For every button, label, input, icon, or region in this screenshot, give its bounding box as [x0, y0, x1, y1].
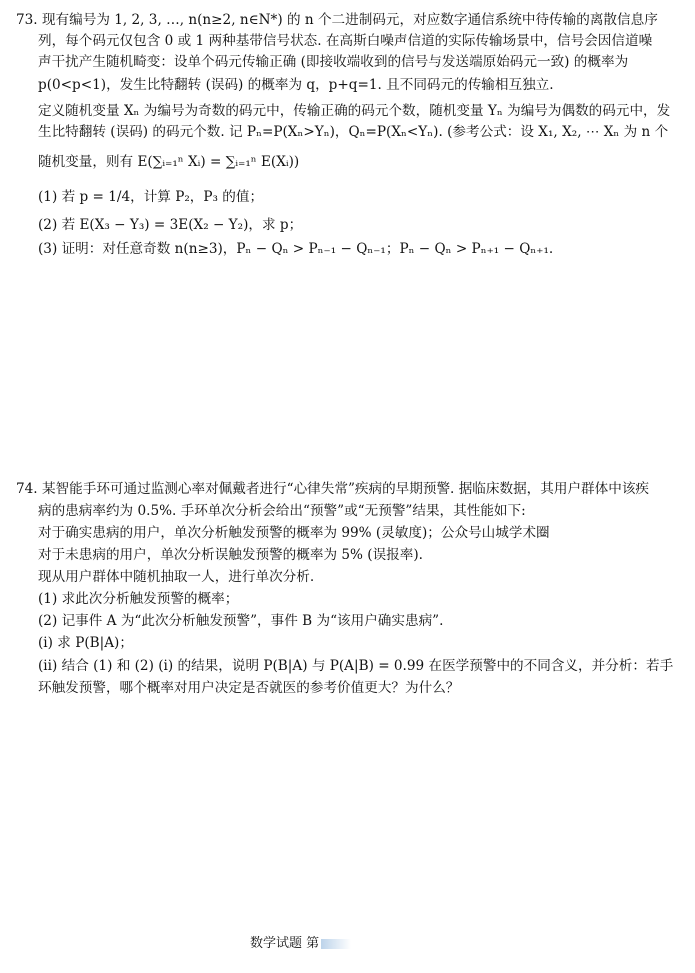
- q73-line: 生比特翻转 (误码) 的码元个数. 记 Pₙ=P(Xₙ>Yₙ)，Qₙ=P(Xₙ<Yₙ). (参考公式：设 X₁, X₂, ⋯ Xₙ 为 n 个: [38, 124, 669, 140]
- q73-line: 定义随机变量 Xₙ 为编号为奇数的码元中，传输正确的码元个数，随机变量 Yₙ 为编号为偶数的码元中，发: [38, 103, 671, 119]
- q73-part-1: (1) 若 p = 1/4，计算 P₂，P₃ 的值；: [38, 189, 264, 205]
- q73-line: 73. 现有编号为 1, 2, 3, …, n(n≥2, n∈N*) 的 n 个二进制码元，对应数字通信系统中待传输的离散信息序: [16, 12, 658, 28]
- q74-part-1: (1) 求此次分析触发预警的概率；: [38, 591, 239, 607]
- q74-line: 病的患病率约为 0.5%. 手环单次分析会给出“预警”或“无预警”结果，其性能如下:: [38, 503, 526, 519]
- q73-line: 声干扰产生随机畸变：设单个码元传输正确 (即接收端收到的信号与发送端原始码元一致) 的概率为: [38, 54, 629, 70]
- q74-line: 对于确实患病的用户，单次分析触发预警的概率为 99% (灵敏度)；公众号山城学术圈: [38, 525, 550, 541]
- page-footer: [250, 932, 351, 951]
- q74-part-2ii: (ii) 结合 (1) 和 (2) (i) 的结果，说明 P(B|A) 与 P(A|B) = 0.99 在医学预警中的不同含义，并分析：若手: [38, 658, 674, 674]
- q74-line: 对于未患病的用户，单次分析误触发预警的概率为 5% (误报率).: [38, 547, 423, 563]
- q74-part-2: (2) 记事件 A 为“此次分析触发预警”，事件 B 为“该用户确实患病”.: [38, 613, 444, 629]
- footer-text: 数学试题 第: [250, 936, 320, 951]
- q73-line: p(0<p<1)，发生比特翻转 (误码) 的概率为 q，p+q=1. 且不同码元的传输相互独立.: [38, 77, 554, 93]
- q74-line: 环触发预警，哪个概率对用户决定是否就医的参考价值更大？为什么？: [38, 680, 460, 696]
- q73-part-3: (3) 证明：对任意奇数 n(n≥3)，Pₙ − Qₙ > Pₙ₋₁ − Qₙ₋₁；Pₙ − Qₙ > Pₙ₊₁ − Qₙ₊₁.: [38, 241, 554, 257]
- q74-line: 74. 某智能手环可通过监测心率对佩戴者进行“心律失常”疾病的早期预警. 据临床数据，其用户群体中该疾: [16, 481, 650, 497]
- footer-fade-mark: [321, 939, 351, 949]
- q73-part-2: (2) 若 E(X₃ − Y₃) = 3E(X₂ − Y₂)，求 p；: [38, 217, 303, 233]
- q73-line: 列，每个码元仅包含 0 或 1 两种基带信号状态. 在高斯白噪声信道的实际传输场景中，信号会因信道噪: [38, 33, 653, 49]
- q74-line: 现从用户群体中随机抽取一人，进行单次分析.: [38, 569, 315, 585]
- q73-formula-line: 随机变量，则有 E(∑ᵢ₌₁ⁿ Xᵢ) = ∑ᵢ₌₁ⁿ E(Xᵢ)): [38, 154, 300, 170]
- q74-part-2i: (i) 求 P(B|A)；: [38, 635, 133, 651]
